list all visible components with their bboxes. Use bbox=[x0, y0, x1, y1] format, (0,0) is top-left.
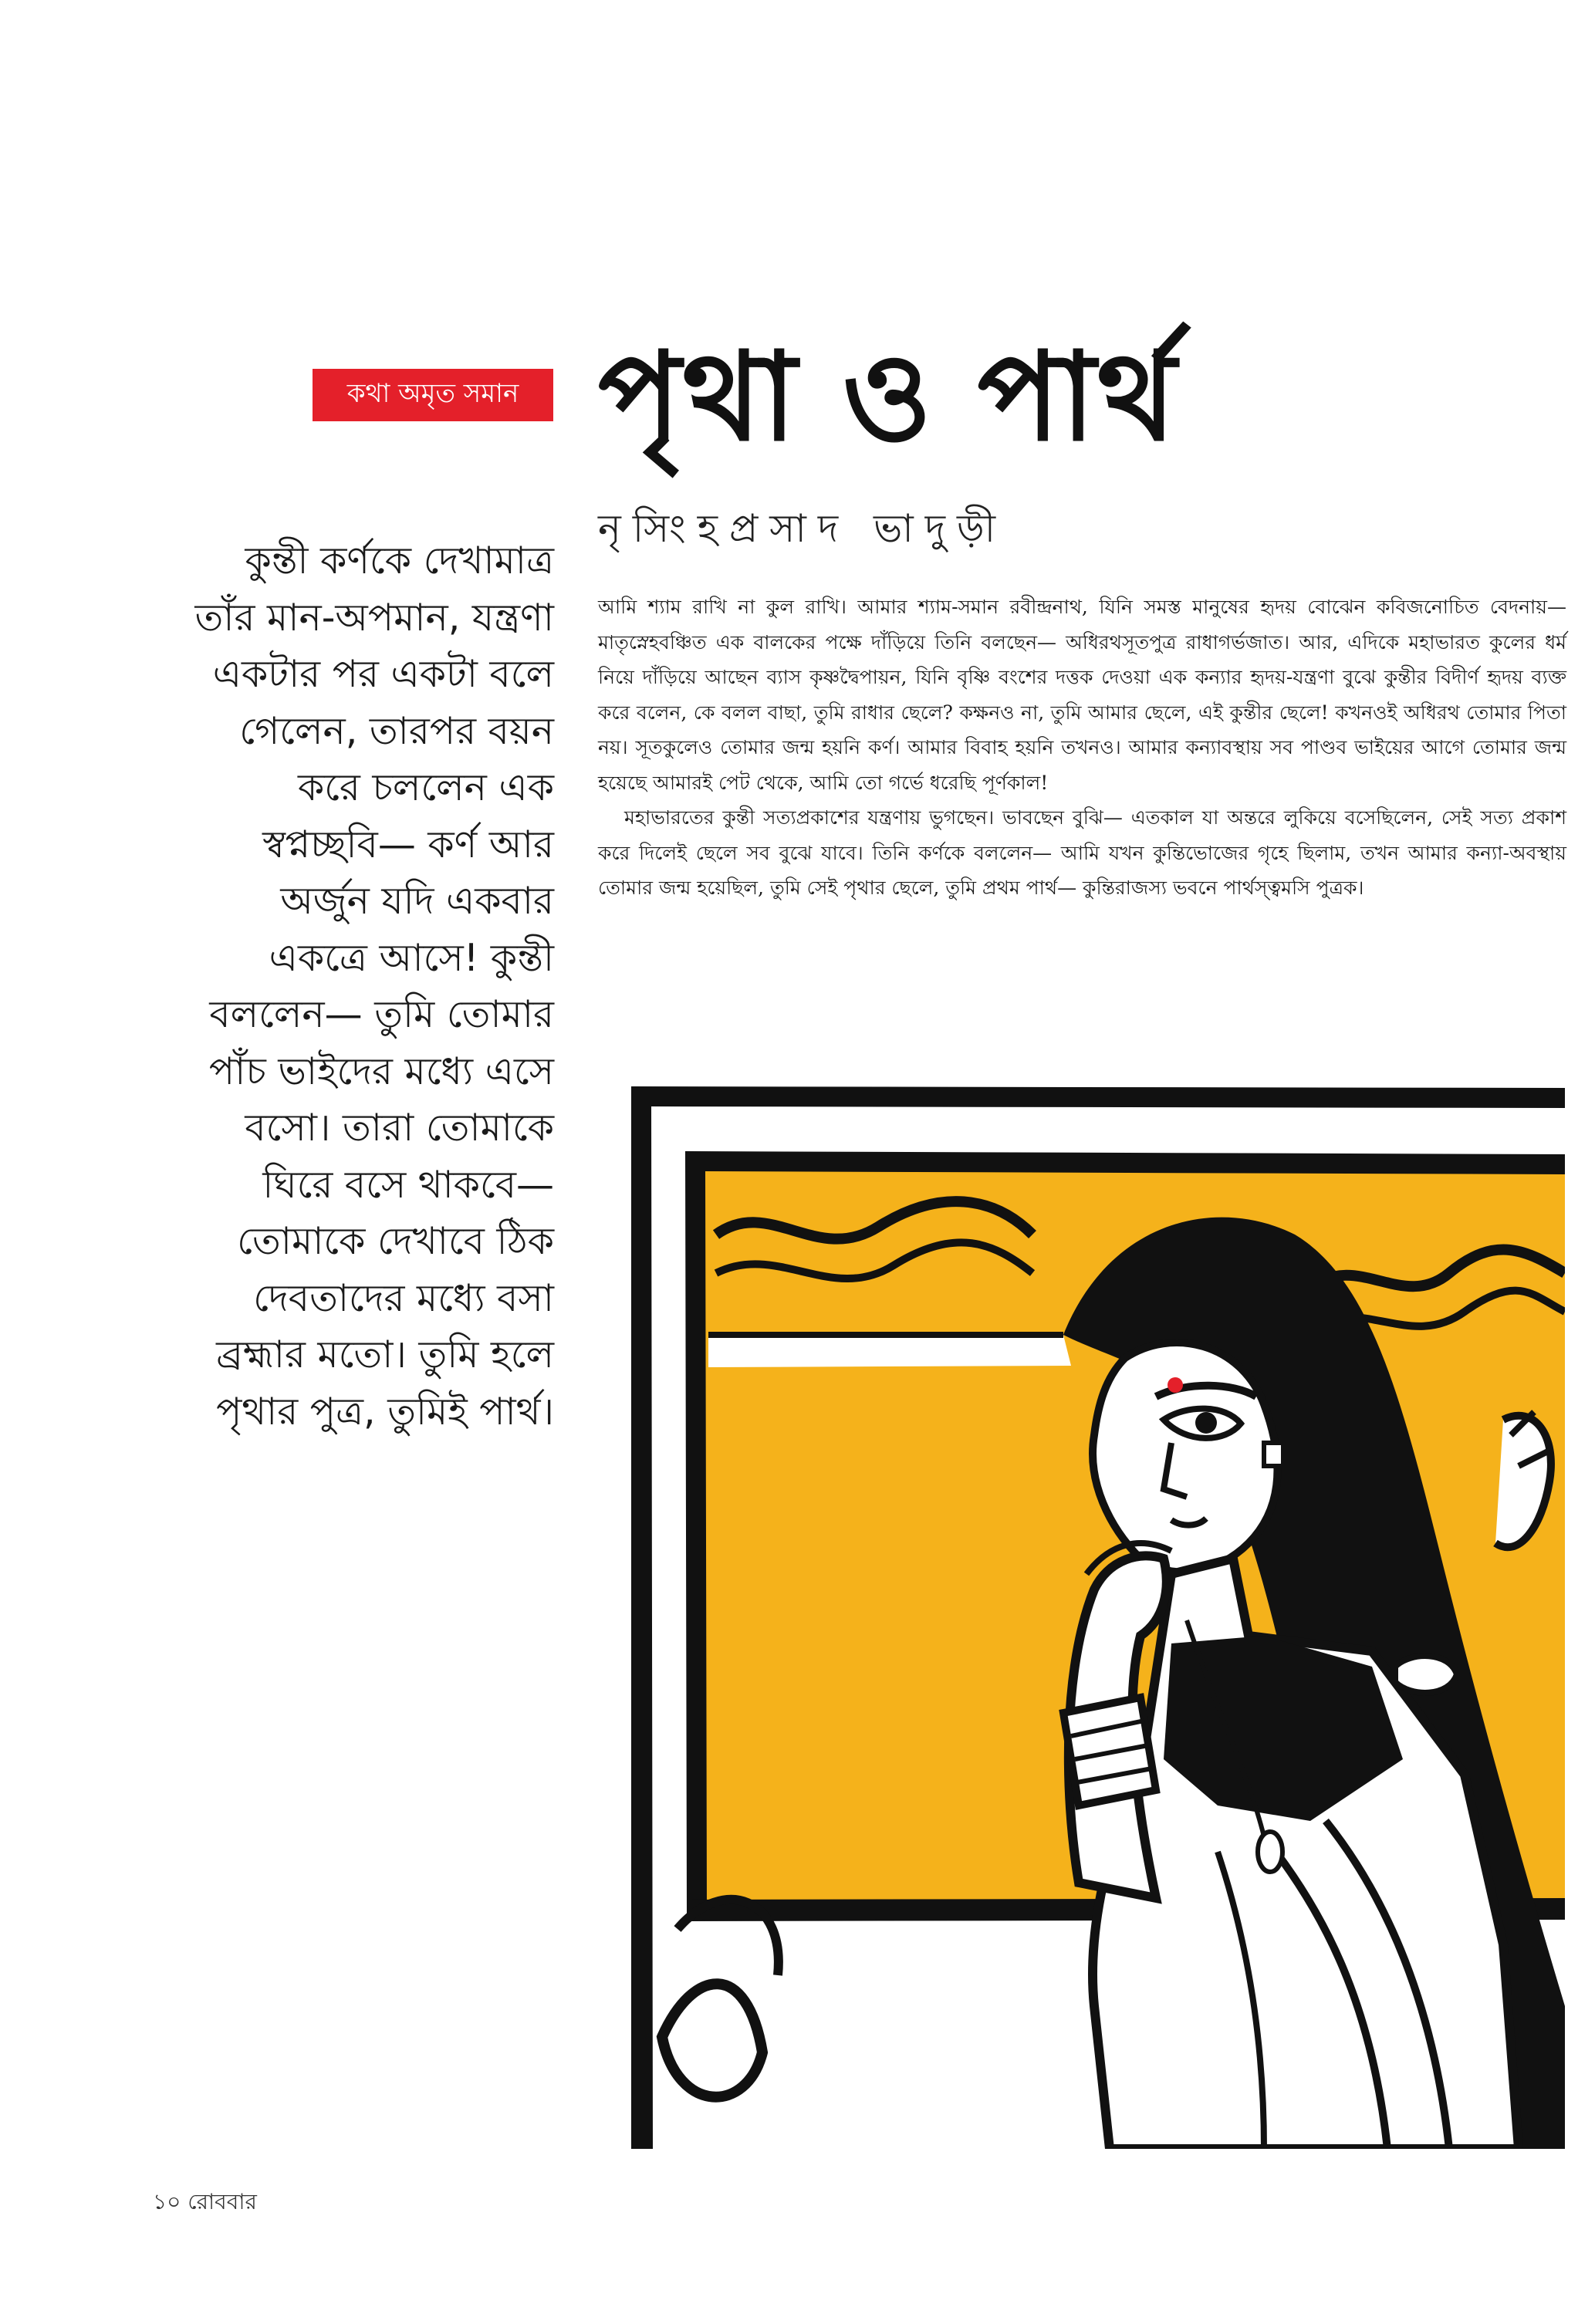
pull-quote-line: গেলেন, তারপর বয়ন bbox=[239, 708, 554, 753]
pull-quote-line: পৃথার পুত্র, তুমিই পার্থ। bbox=[216, 1389, 554, 1434]
pull-quote-line: ঘিরে বসে থাকবে— bbox=[262, 1162, 554, 1207]
body-paragraph: আমি শ্যাম রাখি না কুল রাখি। আমার শ্যাম-সমান রবীন্দ্রনাথ, যিনি সমস্ত মানুষের হৃদয় বোঝেন কবিজনোচিত বেদনায়— মাতৃস্নেহবঞ্চিত এক বালকের পক্ষে দাঁড়িয়ে তিনি বলছেন— অধিরথসূতপুত্র রাধাগর্ভজাত। আর, এদিকে মহাভারত কুলের ধর্ম নিয়ে দাঁড়িয়ে আছেন ব্যাস কৃষ্ণদ্বৈপায়ন, যিনি বৃষ্ণি বংশের দত্তক দেওয়া এক কন্যার হৃদয়-যন্ত্রণা বুঝে কুন্তীর বিদীর্ণ হৃদয় ব্যক্ত করে বলেন, কে বলল বাছা, তুমি রাধার ছেলে? কক্ষনও না, তুমি আমার ছেলে, এই কুন্তীর ছেলে! কখনওই অধিরথ তোমার পিতা নয়। সূতকুলেও তোমার জন্ম হয়নি কর্ণ। আমার বিবাহ হয়নি তখনও। আমার কন্যাবস্থায় সব পাণ্ডব ভাইয়ের আগে তোমার জন্ম হয়েছে আমারই পেট থেকে, আমি তো গর্ভে ধরেছি পূর্ণকাল! bbox=[598, 596, 1566, 794]
pull-quote-line: স্বপ্নচ্ছবি— কর্ণ আর bbox=[262, 822, 554, 866]
pull-quote-line: বললেন— তুমি তোমার bbox=[209, 992, 554, 1036]
pull-quote-line: ব্রহ্মার মতো। তুমি হলে bbox=[216, 1333, 554, 1376]
article-body bbox=[598, 589, 1566, 906]
kunti-illustration bbox=[631, 1080, 1565, 2149]
page-number: ১০ bbox=[153, 2189, 181, 2214]
section-tag: কথা অমৃত সমান bbox=[313, 369, 553, 421]
pull-quote-line: দেবতাদের মধ্যে বসা bbox=[253, 1275, 554, 1320]
article-title: পৃথা ও পার্থ bbox=[598, 326, 1178, 468]
page-footer bbox=[153, 2185, 257, 2221]
body-paragraph: মহাভারতের কুন্তী সত্যপ্রকাশের যন্ত্রণায় ভুগছেন। ভাবছেন বুঝি— এতকাল যা অন্তরে লুকিয়ে বসেছিলেন, সেই সত্য প্রকাশ করে দিলেই ছেলে সব বুঝে যাবে। তিনি কর্ণকে বললেন— আমি যখন কুন্তিভোজের গৃহে ছিলাম, তখন আমার কন্যা-অবস্থায় তোমার জন্ম হয়েছিল, তুমি সেই পৃথার ছেলে, তুমি প্রথম পার্থ— কুন্তিরাজস্য ভবনে পার্থস্ত্বমসি পুত্রক। bbox=[598, 806, 1566, 899]
pull-quote-line: করে চললেন এক bbox=[297, 765, 554, 809]
pull-quote-line: কুন্তী কর্ণকে দেখামাত্র bbox=[245, 539, 554, 583]
pull-quote-line: বসো। তারা তোমাকে bbox=[245, 1106, 554, 1150]
author-name: নৃসিংহপ্রসাদ ভাদুড়ী bbox=[598, 506, 1008, 551]
pull-quote-line: তাঁর মান-অপমান, যন্ত্রণা bbox=[194, 595, 554, 640]
pull-quote bbox=[108, 532, 554, 1440]
pull-quote-line: তোমাকে দেখাবে ঠিক bbox=[237, 1219, 554, 1263]
pull-quote-line: পাঁচ ভাইদের মধ্যে এসে bbox=[208, 1049, 554, 1093]
magazine-name: রোববার bbox=[188, 2189, 257, 2214]
pull-quote-line: একত্রে আসে! কুন্তী bbox=[269, 935, 554, 980]
pull-quote-line: একটার পর একটা বলে bbox=[212, 652, 554, 696]
pull-quote-line: অর্জুন যদি একবার bbox=[280, 879, 554, 923]
